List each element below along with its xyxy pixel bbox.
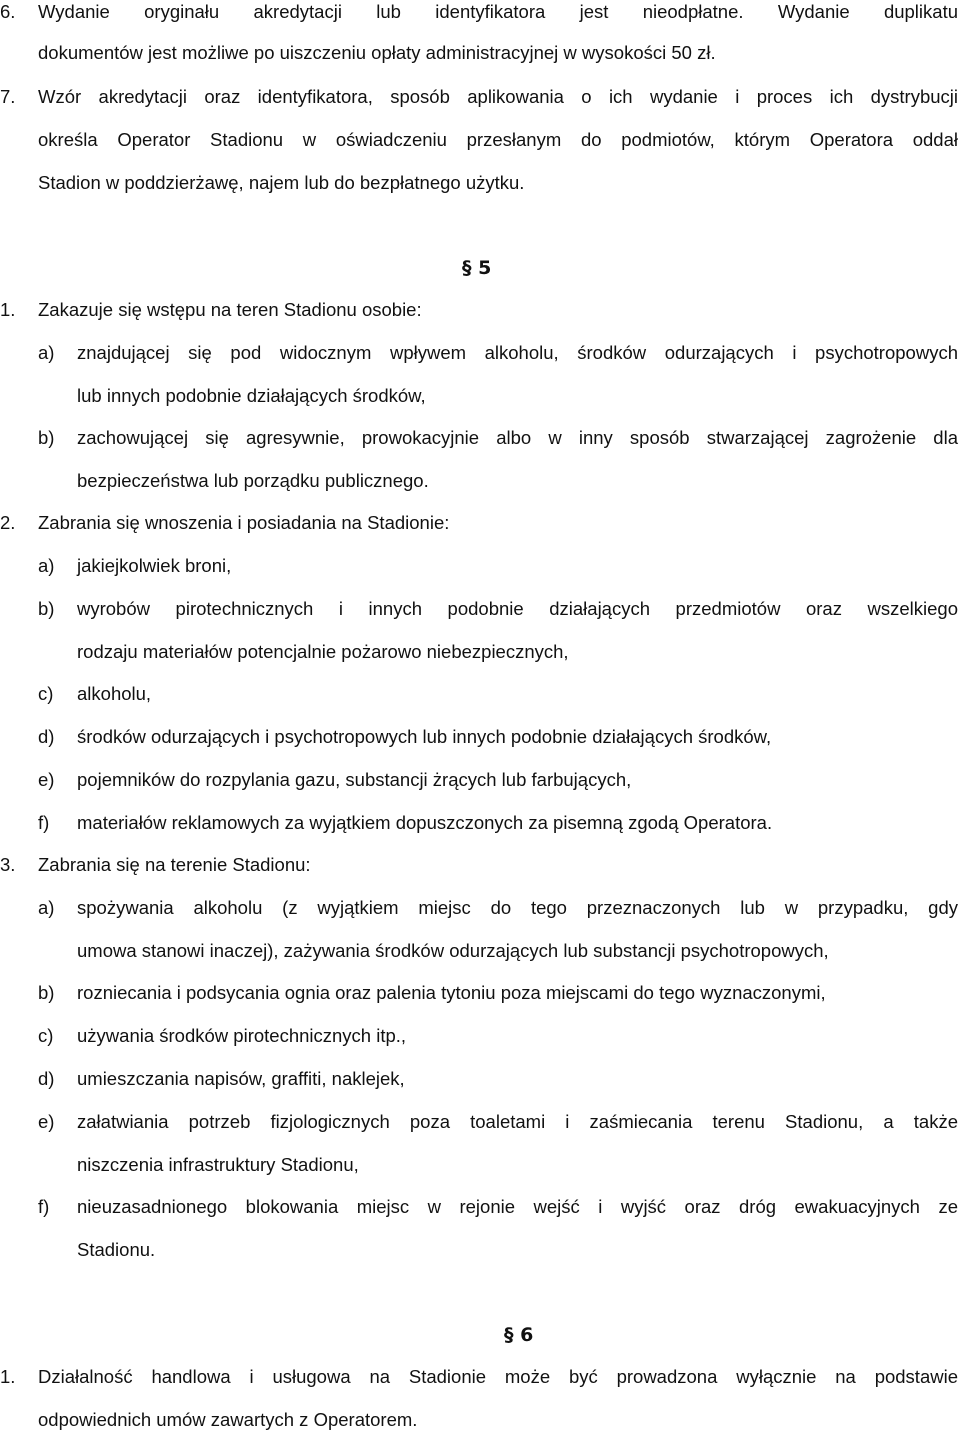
item-text-line: bezpieczeństwa lub porządku publicznego. [77,470,429,491]
item-text-line: rodzaju materiałów potencjalnie pożarowo niebezpiecznych, [77,641,569,662]
item-text-line: spożywania alkoholu (z wyjątkiem miejsc do tego przeznaczonych lub w przypadku, gdy [77,897,958,918]
sub-item-label: f) [38,1196,50,1217]
item-number: 2. [0,512,16,533]
sub-item-label: c) [38,683,54,704]
item-number: 1. [0,299,16,320]
item-text-line: używania środków pirotechnicznych itp., [77,1025,407,1046]
item-number: 3. [0,854,16,875]
item-text-line: znajdującej się pod widocznym wpływem alkoholu, środków odurzających i psychotropowych [77,342,958,363]
item-text-line: materiałów reklamowych za wyjątkiem dopuszczonych za pisemną zgodą Operatora. [77,812,773,833]
item-text-line: dokumentów jest możliwe po uiszczeniu opłaty administracyjnej w wysokości 50 zł. [38,42,716,63]
item-text-line: Wydanie oryginału akredytacji lub identyfikatora jest nieodpłatne. Wydanie duplikatu [38,1,958,22]
item-text-line: określa Operator Stadionu w oświadczeniu przesłanym do podmiotów, którym Operatora oddał [38,129,958,150]
item-text-line: Działalność handlowa i usługowa na Stadionie może być prowadzona wyłącznie na podstawie [38,1366,958,1387]
sub-item-label: d) [38,1068,55,1089]
section-heading: § 5 [462,257,492,279]
sub-item-label: e) [38,769,55,790]
item-number: 1. [0,1366,16,1387]
item-text-line: Zakazuje się wstępu na teren Stadionu osobie: [38,299,422,320]
item-text-line: wyrobów pirotechnicznych i innych podobnie działających przedmiotów oraz wszelkiego [77,598,958,619]
item-text-line: załatwiania potrzeb fizjologicznych poza toaletami i zaśmiecania terenu Stadionu, a także [77,1111,958,1132]
item-text-line: Zabrania się wnoszenia i posiadania na Stadionie: [38,512,450,533]
item-text-line: umieszczania napisów, graffiti, naklejek, [77,1068,405,1089]
item-text-line: jakiejkolwiek broni, [77,555,232,576]
sub-item-label: b) [38,982,55,1003]
sub-item-label: e) [38,1111,55,1132]
sub-item-label: c) [38,1025,54,1046]
item-text-line: rozniecania i podsycania ognia oraz palenia tytoniu poza miejscami do tego wyznaczonymi, [77,982,826,1003]
item-text-line: nieuzasadnionego blokowania miejsc w rejonie wejść i wyjść oraz dróg ewakuacyjnych ze [77,1196,958,1217]
section-heading: § 6 [504,1324,534,1346]
item-number: 7. [0,86,16,107]
item-text-line: pojemników do rozpylania gazu, substancji żrących lub farbujących, [77,769,632,790]
item-text-line: Stadion w poddzierżawę, najem lub do bezpłatnego użytku. [38,172,525,193]
sub-item-label: b) [38,427,55,448]
item-text-line: odpowiednich umów zawartych z Operatorem. [38,1409,418,1430]
sub-item-label: a) [38,555,55,576]
sub-item-label: a) [38,897,55,918]
item-text-line: Wzór akredytacji oraz identyfikatora, sposób aplikowania o ich wydanie i proces ich dystrybucji [38,86,958,107]
item-text-line: Stadionu. [77,1239,156,1260]
item-text-line: umowa stanowi inaczej), zażywania środków odurzających lub substancji psychotropowych, [77,940,829,961]
item-text-line: lub innych podobnie działających środków, [77,385,426,406]
item-text-line: Zabrania się na terenie Stadionu: [38,854,311,875]
item-number: 6. [0,1,16,22]
sub-item-label: a) [38,342,55,363]
item-text-line: alkoholu, [77,683,152,704]
sub-item-label: f) [38,812,50,833]
item-text-line: środków odurzających i psychotropowych lub innych podobnie działających środków, [77,726,772,747]
item-text-line: niszczenia infrastruktury Stadionu, [77,1154,359,1175]
sub-item-label: b) [38,598,55,619]
sub-item-label: d) [38,726,55,747]
item-text-line: zachowującej się agresywnie, prowokacyjnie albo w inny sposób stwarzającej zagrożenie dla [77,427,958,448]
